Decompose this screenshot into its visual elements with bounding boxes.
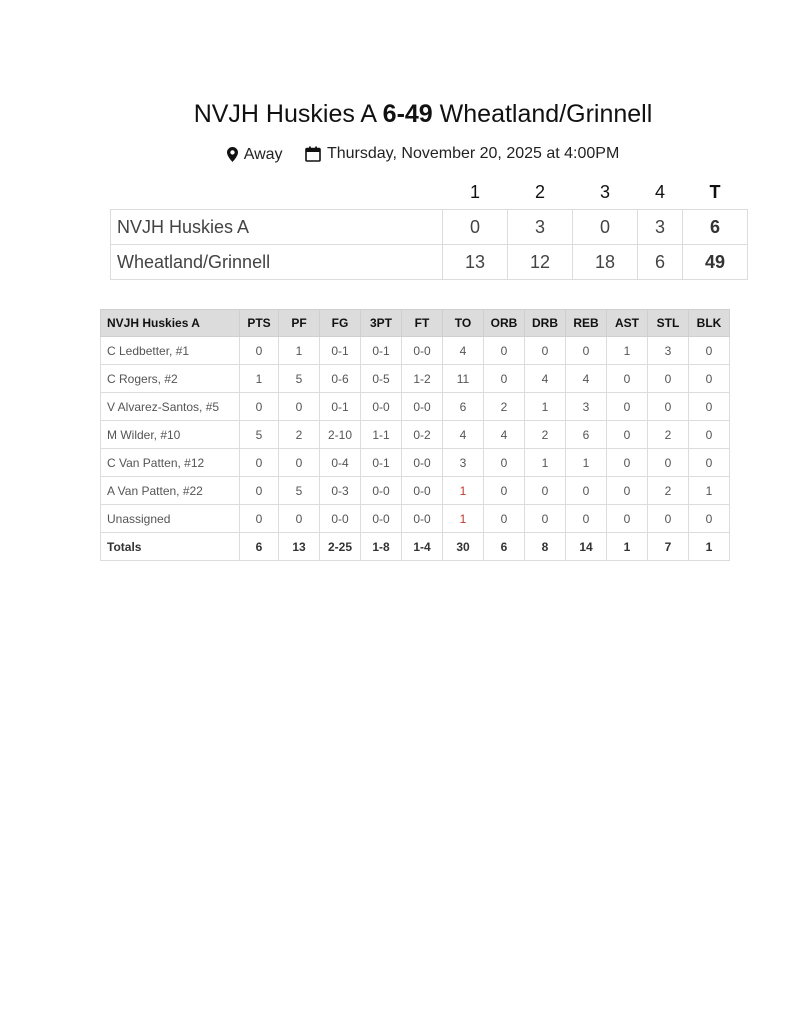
stat-drb: 8 <box>525 533 566 561</box>
linescore-header-row <box>111 175 748 210</box>
stat-pf: 0 <box>279 505 320 533</box>
stat-reb: 1 <box>566 449 607 477</box>
stat-orb: 4 <box>484 421 525 449</box>
stat-stl: 2 <box>648 477 689 505</box>
stat-drb: 0 <box>525 337 566 365</box>
totals-row <box>101 533 730 561</box>
boxscore-table <box>100 309 730 561</box>
col-header-3pt: 3PT <box>361 310 402 337</box>
stat-pf: 13 <box>279 533 320 561</box>
stat-reb: 0 <box>566 477 607 505</box>
stat-orb: 0 <box>484 505 525 533</box>
stat-ast: 1 <box>607 337 648 365</box>
stat-pts: 1 <box>240 365 279 393</box>
col-header-to: TO <box>443 310 484 337</box>
col-header-fg: FG <box>320 310 361 337</box>
stat-to: 11 <box>443 365 484 393</box>
stat-fg: 2-10 <box>320 421 361 449</box>
stat-ast: 0 <box>607 421 648 449</box>
stat-to: 30 <box>443 533 484 561</box>
player-name: C Ledbetter, #1 <box>101 337 240 365</box>
stat-3pt: 0-0 <box>361 477 402 505</box>
linescore-q3: 18 <box>573 245 638 280</box>
linescore-table <box>110 175 748 280</box>
player-name: V Alvarez-Santos, #5 <box>101 393 240 421</box>
stat-3pt: 0-1 <box>361 449 402 477</box>
stat-orb: 0 <box>484 337 525 365</box>
stat-pts: 0 <box>240 393 279 421</box>
col-header-pts: PTS <box>240 310 279 337</box>
boxscore-header-row <box>101 310 730 337</box>
player-row <box>101 505 730 533</box>
home-team-name: NVJH Huskies A <box>193 100 376 128</box>
date-label: Thursday, November 20, 2025 at 4:00PM <box>326 145 620 162</box>
stat-to: 4 <box>443 421 484 449</box>
stat-ft: 0-0 <box>402 449 443 477</box>
stat-blk: 0 <box>689 421 730 449</box>
stat-to: 4 <box>443 337 484 365</box>
player-name: Unassigned <box>101 505 240 533</box>
stat-pts: 6 <box>240 533 279 561</box>
stat-orb: 6 <box>484 533 525 561</box>
final-score: 6-49 <box>382 100 433 128</box>
stat-stl: 0 <box>648 505 689 533</box>
linescore-q2: 12 <box>508 245 573 280</box>
stat-ast: 0 <box>607 477 648 505</box>
player-row <box>101 393 730 421</box>
game-meta <box>0 145 791 167</box>
stat-ft: 0-0 <box>402 477 443 505</box>
linescore-q4: 3 <box>638 210 683 245</box>
linescore-row <box>111 210 748 245</box>
stat-ft: 0-2 <box>402 421 443 449</box>
stat-fg: 0-3 <box>320 477 361 505</box>
away-team-name: Wheatland/Grinnell <box>439 100 653 128</box>
stat-3pt: 0-1 <box>361 337 402 365</box>
stat-blk: 0 <box>689 393 730 421</box>
stat-ft: 1-2 <box>402 365 443 393</box>
stat-drb: 0 <box>525 477 566 505</box>
stat-fg: 0-1 <box>320 393 361 421</box>
linescore-q4: 6 <box>638 245 683 280</box>
stat-blk: 0 <box>689 365 730 393</box>
linescore-q1: 13 <box>443 245 508 280</box>
stat-stl: 2 <box>648 421 689 449</box>
stat-pts: 0 <box>240 449 279 477</box>
col-header-ast: AST <box>607 310 648 337</box>
stat-pts: 5 <box>240 421 279 449</box>
player-name: M Wilder, #10 <box>101 421 240 449</box>
stat-ft: 0-0 <box>402 393 443 421</box>
stat-reb: 3 <box>566 393 607 421</box>
linescore-header-q4: 4 <box>654 181 665 202</box>
stat-ft: 1-4 <box>402 533 443 561</box>
stat-reb: 0 <box>566 337 607 365</box>
linescore-header-total: T <box>709 181 721 202</box>
col-header-orb: ORB <box>484 310 525 337</box>
stat-fg: 2-25 <box>320 533 361 561</box>
stat-blk: 1 <box>689 477 730 505</box>
stat-blk: 0 <box>689 337 730 365</box>
stat-orb: 0 <box>484 477 525 505</box>
stat-orb: 2 <box>484 393 525 421</box>
col-header-blk: BLK <box>689 310 730 337</box>
linescore-header-q2: 2 <box>534 181 545 202</box>
stat-fg: 0-0 <box>320 505 361 533</box>
col-header-ft: FT <box>402 310 443 337</box>
stat-drb: 1 <box>525 449 566 477</box>
stat-stl: 3 <box>648 337 689 365</box>
boxscore-team-header: NVJH Huskies A <box>101 310 240 337</box>
stat-blk: 1 <box>689 533 730 561</box>
stat-ast: 1 <box>607 533 648 561</box>
totals-label: Totals <box>101 533 240 561</box>
player-row <box>101 449 730 477</box>
stat-stl: 0 <box>648 393 689 421</box>
stat-stl: 7 <box>648 533 689 561</box>
col-header-drb: DRB <box>525 310 566 337</box>
player-name: C Van Patten, #12 <box>101 449 240 477</box>
stat-to: 3 <box>443 449 484 477</box>
player-name: A Van Patten, #22 <box>101 477 240 505</box>
stat-ast: 0 <box>607 449 648 477</box>
player-row <box>101 337 730 365</box>
stat-3pt: 1-8 <box>361 533 402 561</box>
linescore-team: NVJH Huskies A <box>111 210 443 245</box>
stat-to: 1 <box>443 505 484 533</box>
player-row <box>101 477 730 505</box>
stat-stl: 0 <box>648 365 689 393</box>
game-title <box>0 100 791 129</box>
stat-orb: 0 <box>484 449 525 477</box>
stat-drb: 1 <box>525 393 566 421</box>
stat-3pt: 0-5 <box>361 365 402 393</box>
stat-to: 6 <box>443 393 484 421</box>
stat-blk: 0 <box>689 449 730 477</box>
linescore-header-q3: 3 <box>599 181 610 202</box>
stat-pf: 0 <box>279 393 320 421</box>
stat-reb: 6 <box>566 421 607 449</box>
stat-ast: 0 <box>607 505 648 533</box>
stat-ast: 0 <box>607 393 648 421</box>
linescore-q3: 0 <box>573 210 638 245</box>
col-header-stl: STL <box>648 310 689 337</box>
stat-stl: 0 <box>648 449 689 477</box>
stat-pf: 5 <box>279 477 320 505</box>
linescore-total: 49 <box>683 245 748 280</box>
stat-to: 1 <box>443 477 484 505</box>
stat-fg: 0-6 <box>320 365 361 393</box>
stat-3pt: 0-0 <box>361 393 402 421</box>
location-label: Away <box>243 145 283 163</box>
stat-drb: 4 <box>525 365 566 393</box>
stat-orb: 0 <box>484 365 525 393</box>
stat-ast: 0 <box>607 365 648 393</box>
linescore-header-q1: 1 <box>469 181 480 202</box>
stat-3pt: 0-0 <box>361 505 402 533</box>
date-info <box>305 145 619 163</box>
stat-ft: 0-0 <box>402 505 443 533</box>
map-pin-icon <box>227 147 238 162</box>
player-row <box>101 421 730 449</box>
linescore-row <box>111 245 748 280</box>
stat-pf: 0 <box>279 449 320 477</box>
stat-pts: 0 <box>240 477 279 505</box>
stat-drb: 0 <box>525 505 566 533</box>
stat-reb: 4 <box>566 365 607 393</box>
linescore-q1: 0 <box>443 210 508 245</box>
linescore-team: Wheatland/Grinnell <box>111 245 443 280</box>
stat-reb: 14 <box>566 533 607 561</box>
col-header-reb: REB <box>566 310 607 337</box>
calendar-icon <box>305 146 321 162</box>
linescore-q2: 3 <box>508 210 573 245</box>
location-info <box>227 146 283 164</box>
stat-pts: 0 <box>240 337 279 365</box>
stat-fg: 0-1 <box>320 337 361 365</box>
stat-fg: 0-4 <box>320 449 361 477</box>
stat-3pt: 1-1 <box>361 421 402 449</box>
col-header-pf: PF <box>279 310 320 337</box>
linescore-total: 6 <box>683 210 748 245</box>
stat-ft: 0-0 <box>402 337 443 365</box>
stat-pf: 2 <box>279 421 320 449</box>
stat-pts: 0 <box>240 505 279 533</box>
player-row <box>101 365 730 393</box>
stat-blk: 0 <box>689 505 730 533</box>
stat-drb: 2 <box>525 421 566 449</box>
player-name: C Rogers, #2 <box>101 365 240 393</box>
stat-pf: 5 <box>279 365 320 393</box>
linescore-header-blank <box>111 175 443 210</box>
stat-reb: 0 <box>566 505 607 533</box>
stat-pf: 1 <box>279 337 320 365</box>
